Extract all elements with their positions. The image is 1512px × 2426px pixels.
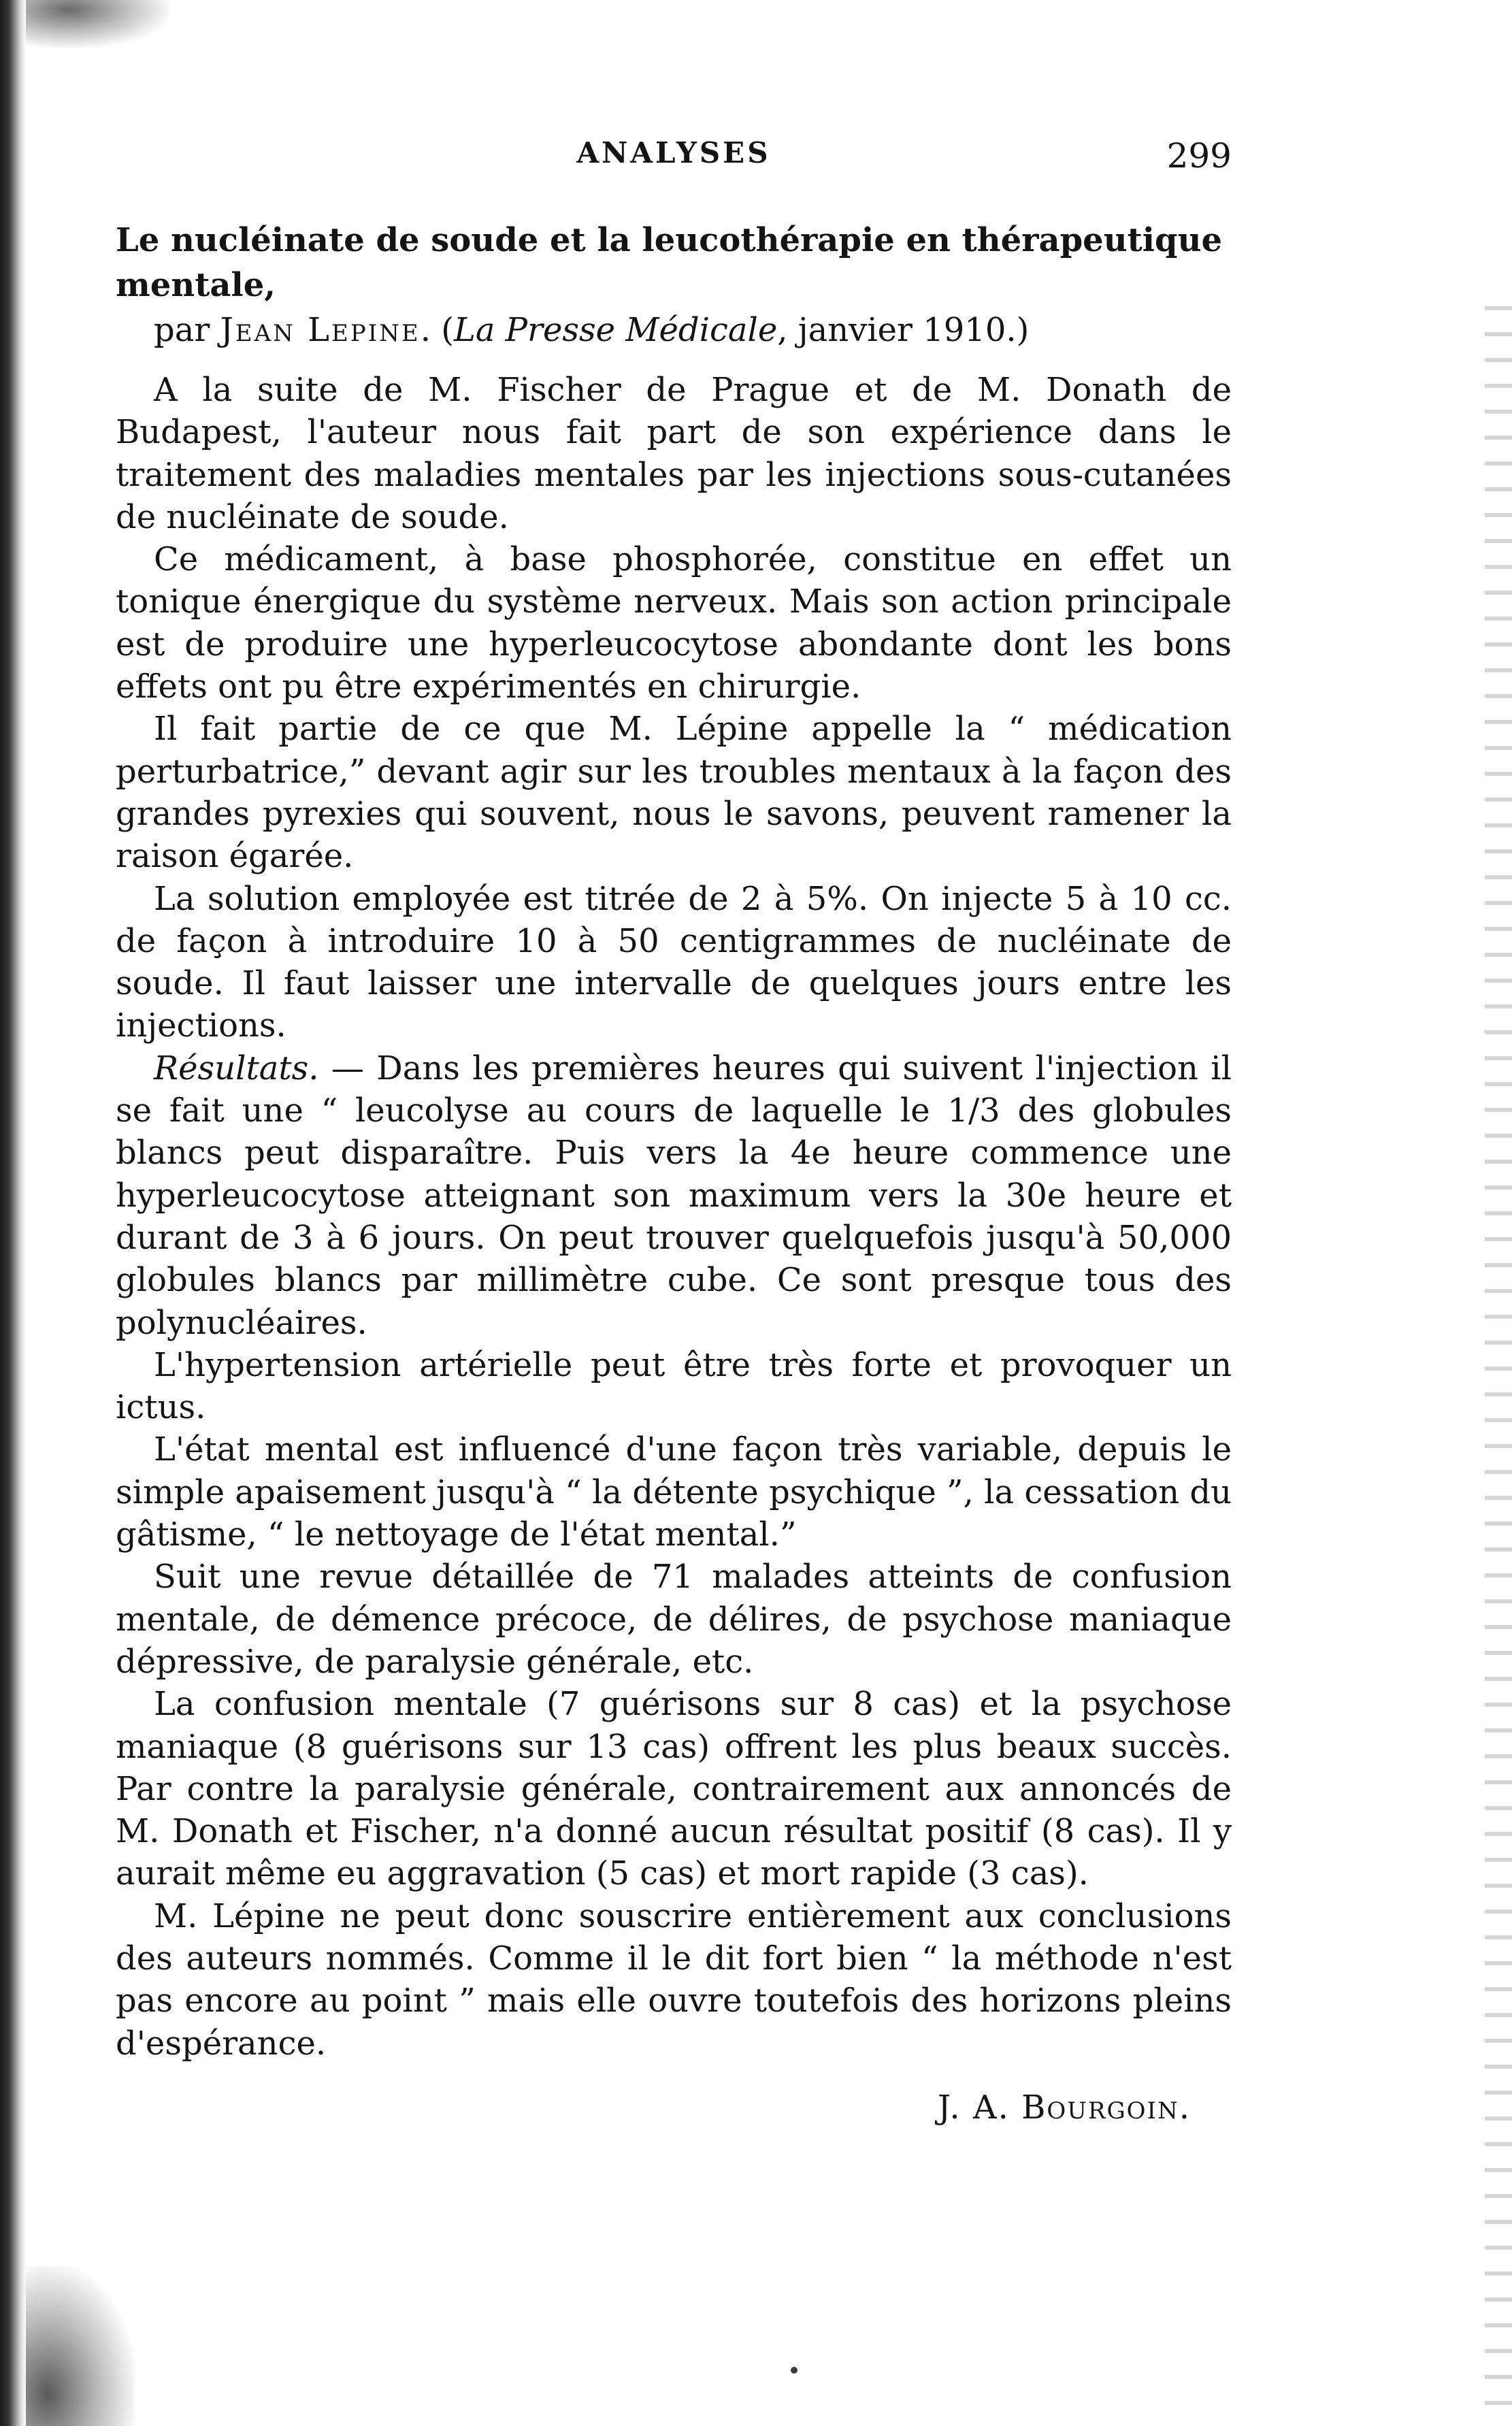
author-name: Jean Lepine: [220, 311, 421, 349]
results-lead: Résultats.: [154, 1049, 319, 1087]
journal-name: La Presse Médicale: [454, 311, 778, 349]
page-number: 299: [1166, 136, 1232, 176]
paragraph: [116, 538, 1232, 708]
publication-date: , janvier 1910.): [777, 311, 1030, 349]
paragraph-text: La confusion mentale (7 guérisons sur 8 cas) et la psychose maniaque (8 guérisons sur 13 cas) offrent les plus beaux succès. Par contre la paralysie générale, contrairement aux annoncés de M. Donath et Fischer, n'a donné aucun résultat positif (8 cas). Il y aurait même eu aggravation (5 cas) et mort rapide (3 cas).: [116, 1685, 1232, 1893]
scan-smudge-bottom: [26, 2266, 135, 2426]
paragraph-text: — Dans les premières heures qui suivent l'injection il se fait une “ leucolyse au cours de laquelle le 1/3 des globules blancs peut disparaître. Puis vers la 4e heure commence une hyperleucocytose atteignant son maximum vers la 30e heure et durant de 3 à 6 jours. On peut trouver quelquefois jusqu'à 50,000 globules blancs par millimètre cube. Ce sont presque tous des polynucléaires.: [116, 1049, 1232, 1342]
paragraph: [116, 1895, 1232, 2065]
paragraph-text: L'état mental est influencé d'une façon très variable, depuis le simple apaisement jusqu'à “ la détente psychique ”, la cessation du gâtisme, “ le nettoyage de l'état mental.”: [116, 1430, 1232, 1554]
paragraph: [116, 708, 1232, 877]
article-title: Le nucléinate de soude et la leucothérapie en thérapeutique mentale,: [116, 221, 1222, 304]
paragraph: [116, 369, 1232, 538]
paragraph: [116, 1428, 1232, 1556]
paragraph: [116, 1344, 1232, 1429]
paragraph: [116, 1683, 1232, 1895]
paragraph-text: Il fait partie de ce que M. Lépine appelle la “ médication perturbatrice,” devant agir sur les troubles mentaux à la façon des grandes pyrexies qui souvent, nous le savons, peuvent ramener la raison égarée.: [116, 710, 1232, 876]
signature: J. A. Bourgoin.: [937, 2088, 1191, 2127]
paragraph: [116, 1556, 1232, 1683]
scan-shadow-left: [0, 0, 26, 2426]
paragraph-text: L'hypertension artérielle peut être très forte et provoquer un ictus.: [116, 1345, 1232, 1427]
running-header: [116, 136, 1232, 184]
article: [116, 218, 1232, 2130]
running-title: ANALYSES: [576, 136, 771, 169]
byline: [154, 308, 1232, 353]
scan-smudge-top: [26, 0, 169, 48]
paragraph-results: [116, 1047, 1232, 1344]
byline-prefix: par: [154, 311, 220, 349]
paragraph-text: La solution employée est titrée de 2 à 5%. On injecte 5 à 10 cc. de façon à introduire 10 à 50 centigrammes de nucléinate de soude. Il faut laisser une intervalle de quelques jours entre les injections.: [116, 879, 1232, 1045]
scan-noise-right: [1485, 306, 1512, 2426]
paragraph-text: M. Lépine ne peut donc souscrire entièrement aux conclusions des auteurs nommés. Comme il le dit fort bien “ la méthode n'est pas encore au point ” mais elle ouvre toutefois des horizons pleins d'espérance.: [116, 1897, 1232, 2063]
paragraph-text: Ce médicament, à base phosphorée, constitue en effet un tonique énergique du système nerveux. Mais son action principale est de produire une hyperleucocytose abondante dont les bons effets ont pu être expérimentés en chirurgie.: [116, 540, 1232, 706]
paragraph-text: A la suite de M. Fischer de Prague et de M. Donath de Budapest, l'auteur nous fait part de son expérience dans le traitement des maladies mentales par les injections sous-cutanées de nucléinate de soude.: [116, 371, 1232, 536]
paragraph-text: Suit une revue détaillée de 71 malades atteints de confusion mentale, de démence précoce, de délires, de psychose maniaque dépressive, de paralysie générale, etc.: [116, 1558, 1232, 1681]
paragraph: [116, 878, 1232, 1047]
byline-suffix: . (: [420, 311, 454, 349]
print-mark-dot: [791, 2367, 798, 2374]
